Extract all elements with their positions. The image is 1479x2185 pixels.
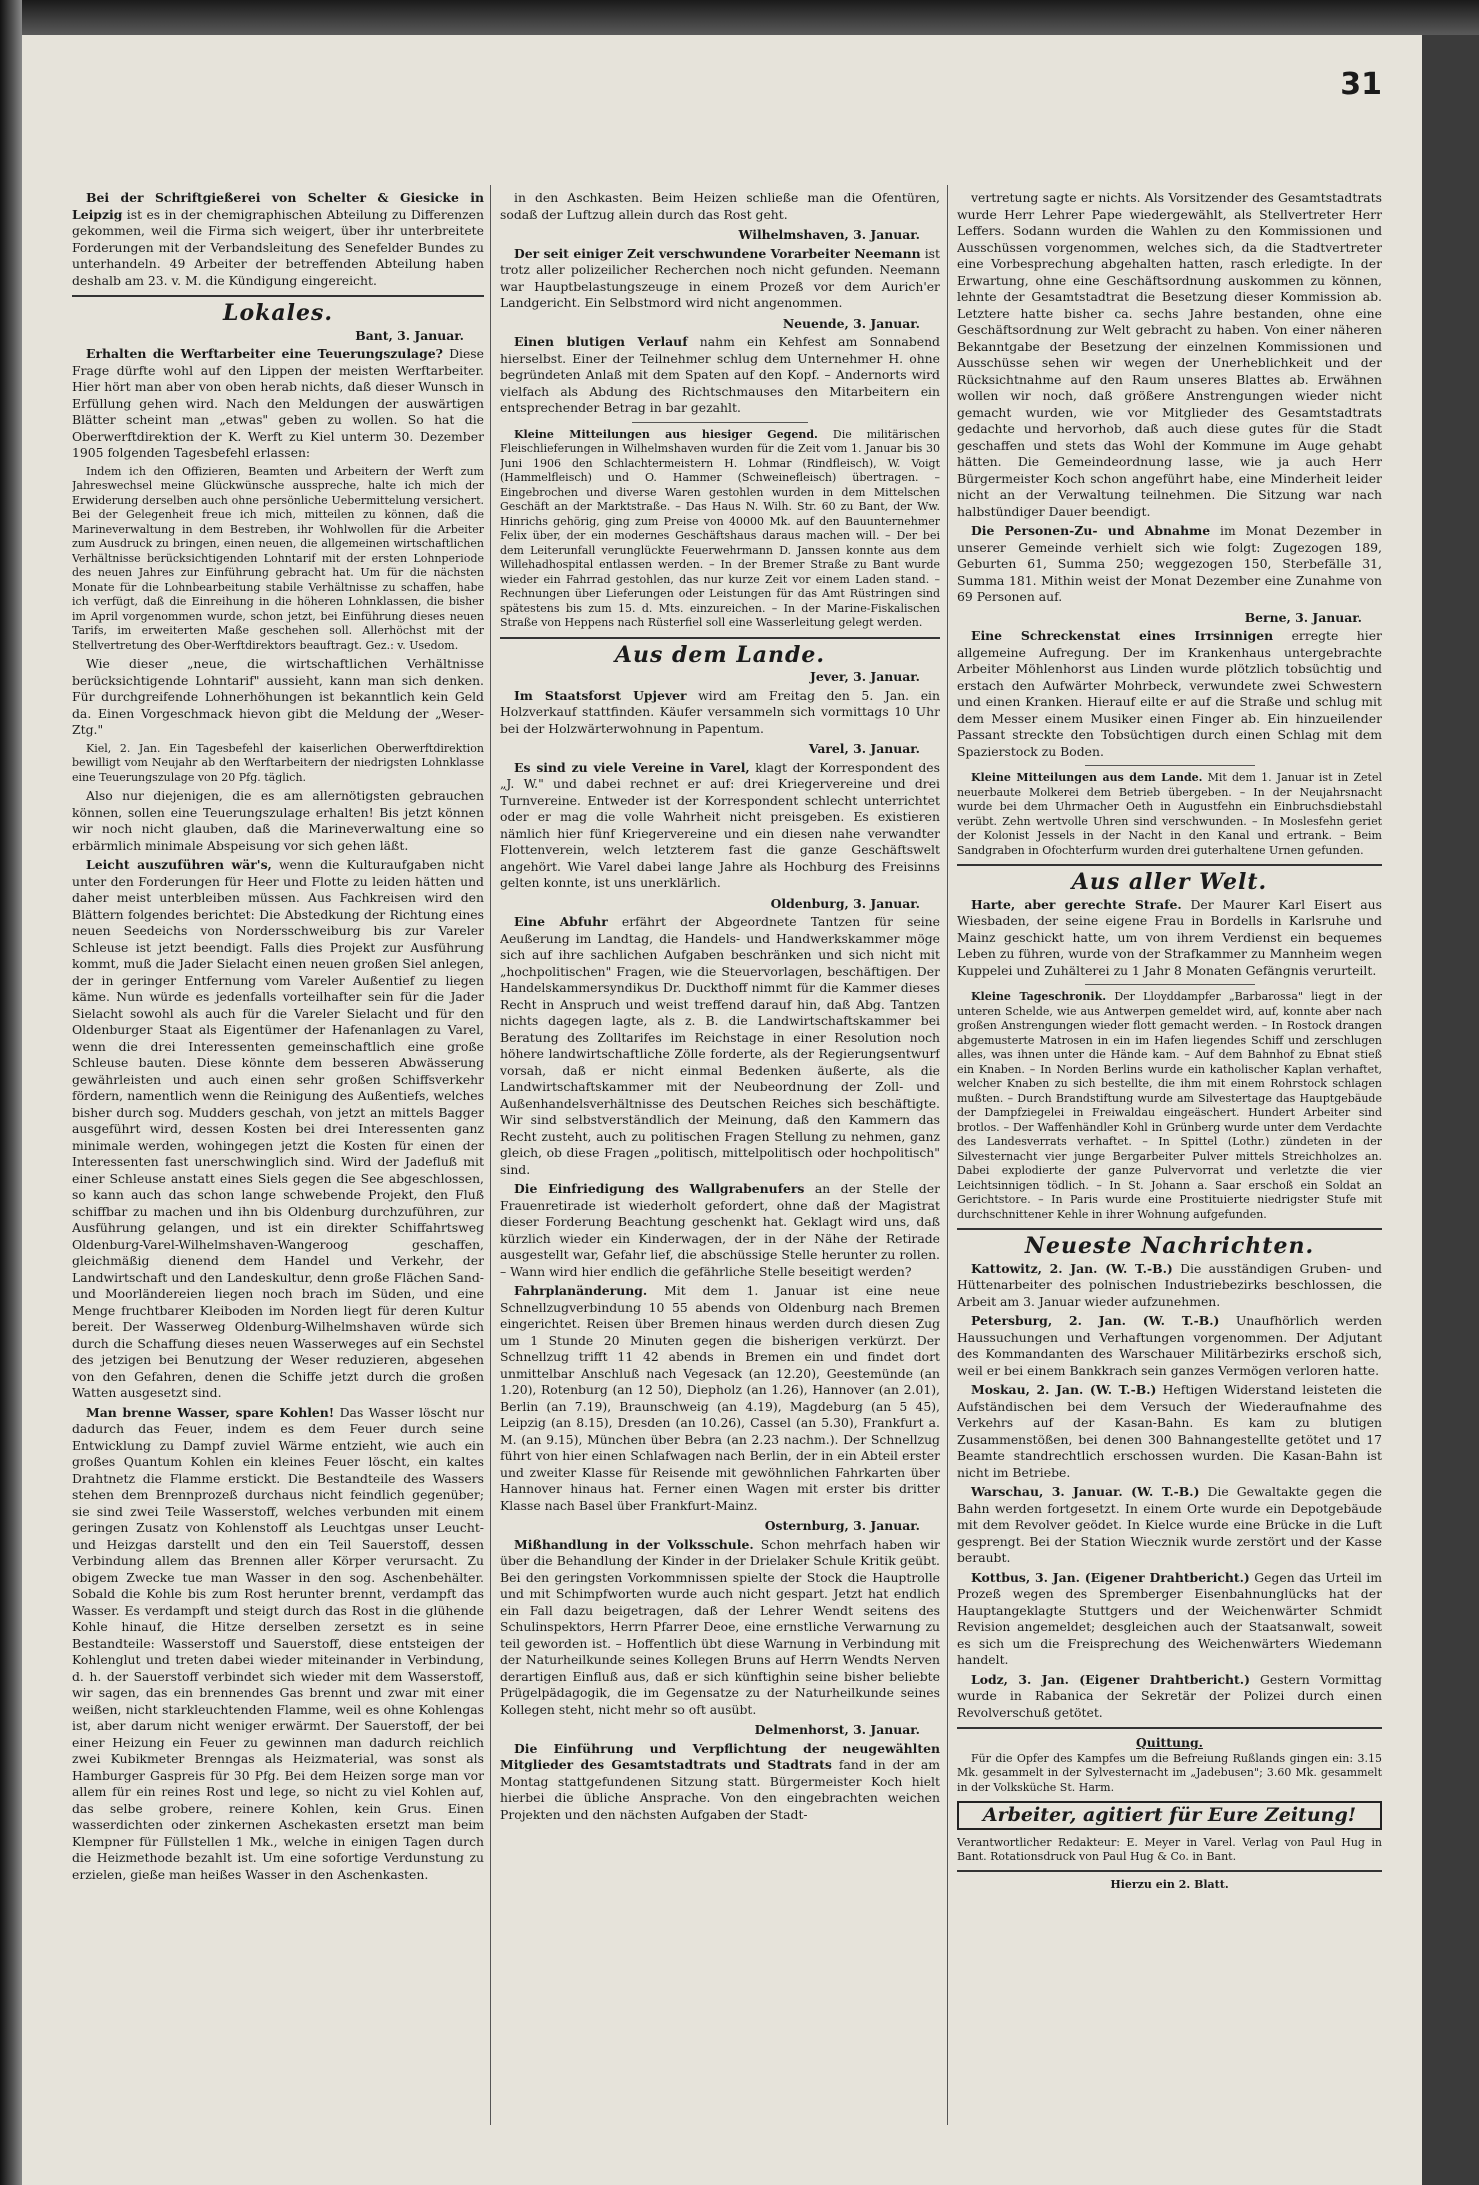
divider [632,422,808,423]
divider [957,1727,1382,1729]
divider [957,1870,1382,1872]
article-paragraph: Also nur diejenigen, die es am allernötigsten gebrauchen können, sollen eine Teuerungszulage erhalten! Bis jetzt können wir noch nicht glauben, daß die Marineverwaltung eine so erbärmlich minimale Abspeisung vor sich gehen läßt. [72,788,484,853]
divider [1085,765,1255,766]
dateline: Bant, 3. Januar. [355,327,464,343]
section-heading-neueste-nachrichten: Neueste Nachrichten. [1024,1233,1315,1259]
dateline: Neuende, 3. Januar. [782,315,920,331]
column-3 [957,190,1382,2125]
supplement-note: Hierzu ein 2. Blatt. [1110,1877,1229,1891]
article-kleine-mitteilungen: Kleine Mitteilungen aus hiesiger Gegend. Die militärischen Fleischlieferungen in Wilhelmshaven wurden für die Zeit vom 1. Januar bis 30 Juni 1906 den Schlachtermeistern H. Lohmar (Rindfleisch), W. Voigt (Hammelfleisch) und O. Hammer (Schweinefleisch) übertragen. – Eingebrochen und diverse Waren gestohlen wurden in dem Mittelschen Geschäft an der Marktstraße. – Das Haus N. Wilh. Str. 60 zu Bant, der Ww. Hinrichs gehörig, ging zum Preise von 40000 Mk. auf den Bauunternehmer Felix über, der ein modernes Geschäftshaus daraus machen will. – Der bei dem Leiterunfall verunglückte Feuerwehrmann D. Janssen konnte aus dem Willehadhospital entlassen werden. – In der Bremer Straße zu Bant wurde wieder ein Fahrrad gestohlen, das nur kurze Zeit vor einem Laden stand. – Rechnungen über Lieferungen oder Leistungen für das Amt Rüstringen sind spätestens bis zum 15. d. Mts. einzureichen. – In der Marine-Fiskalischen Straße von Heppens nach Rüsterfiel soll eine Wasserleitung gelegt werden. [500,427,940,629]
dateline: Varel, 3. Januar. [808,741,920,756]
section-heading-aus-dem-lande: Aus dem Lande. [614,641,826,668]
article-paragraph: Wie dieser „neue, die wirtschaftlichen Verhältnisse berücksichtigende Lohntarif" aussieht, kann man sich denken. Für durchgreifende Lohnerhöhungen ist bekanntlich kein Geld da. Einen Vorgeschmack hievon gibt die Meldung der „Weser-Ztg." [72,656,484,737]
divider [1085,984,1255,985]
quote-tagesbefehl: Indem ich den Offizieren, Beamten und Arbeitern der Werft zum Jahreswechsel meine Glückwünsche ausspreche, halte ich mich der Erwiderung derselben auch ohne persönliche Uebermittelung versichert. Bei der Gelegenheit freue ich mich, mitteilen zu können, daß die Marineverwaltung in dem Bestreben, ihr Wohlwollen für die Arbeiter zum Ausdruck zu bringen, einen neuen, die allgemeinen wirtschaftlichen Verhältnisse berücksichtigenden Lohntarif mit der ersten Lohnperiode des neuen Jahres zur Einführung gebracht hat. Um für die nächsten Monate für die Lohnbearbeitung stabile Verhältnisse zu schaffen, habe ich verfügt, daß die Einreihung in die höheren Lohnklassen, die bisher im April vorgenommen wurde, schon jetzt, bei Einführung dieses neuen Tarifs, im erweiterten Maße geschehen soll. Allerhöchst mit der Stellvertretung des Ober-Werftdirektors beauftragt. Gez.: v. Usedom. [72,464,484,652]
news-kattowitz: Kattowitz, 2. Jan. (W. T.-B.) Die ausständigen Gruben- und Hüttenarbeiter des polnischen Industriebezirks beschlossen, die Arbeit am 3. Januar wieder aufzunehmen. [957,1260,1382,1309]
article-fahrplan: Fahrplanänderung. Mit dem 1. Januar ist eine neue Schnellzugverbindung 10 55 abends von Oldenburg nach Bremen eingerichtet. Reisen über Bremen hinaus werden durch diesen Zug um 1 Stunde 20 Minuten gegen die bisherigen verkürzt. Der Schnellzug trifft 11 42 abends in Bremen ein und findet dort unmittelbar Anschluß nach Vegesack (an 12.20), Geestemünde (an 1.20), Rotenburg (an 12 50), Diepholz (an 1.26), Hannover (an 2.01), Berlin (an 7.19), Braunschweig (an 4.19), Magdeburg (an 5 45), Leipzig (an 8.15), Dresden (an 10.26), Cassel (an 5.30), Frankfurt a. M. (an 9.15), München über Bebra (an 2.23 nachm.). Der Schnellzug führt von hier einen Schlafwagen nach Berlin, der in ein Abteil erster und zweiter Klasse für Reisende mit gewöhnlichen Fahrkarten über Hannover hinaus hat. Ferner einen Wagen mit erster bis dritter Klasse nach Basel über Frankfurt-Mainz. [500,1283,940,1513]
dateline: Delmenhorst, 3. Januar. [754,1722,920,1737]
divider [957,864,1382,866]
news-lodz: Lodz, 3. Jan. (Eigener Drahtbericht.) Gestern Vormittag wurde in Rabanica der Sekretär der Polizei durch einen Revolverschuß getötet. [957,1671,1382,1720]
article-neemann: Der seit einiger Zeit verschwundene Vorarbeiter Neemann ist trotz aller polizeilicher Recherchen noch nicht gefunden. Neemann war Hauptbelastungszeuge in einem Prozeß vor dem Aurich'er Landgericht. Ein Selbstmord wird nicht angenommen. [500,245,940,310]
news-petersburg: Petersburg, 2. Jan. (W. T.-B.) Unaufhörlich werden Haussuchungen und Verhaftungen vorgenommen. Der Adjutant des Kommandanten des Warschauer Militärbezirks erschoß sich, weil er bei einem Bankkrach sein ganzes Vermögen verloren hatte. [957,1313,1382,1378]
divider [72,295,484,297]
article-blutiger-verlauf: Einen blutigen Verlauf nahm ein Kehfest am Sonnabend hierselbst. Einer der Teilnehmer schlug dem Unternehmer H. ohne begründeten Anlaß mit dem Spaten auf den Kopf. – Andernorts wird vielfach als Abdung des Richtschmauses den Mitarbeitern ein entsprechender Betrag in bar gezahlt. [500,334,940,415]
imprint: Verantwortlicher Redakteur: E. Meyer in Varel. Verlag von Paul Hug in Bant. Rotationsdruck von Paul Hug & Co. in Bant. [957,1835,1382,1863]
article-harte-strafe: Harte, aber gerechte Strafe. Der Maurer Karl Eisert aus Wiesbaden, der seine eigene Frau in Bordells in Karlsruhe und Mainz geschickt hatte, um von ihrem Verdienst ein bequemes Leben zu führen, wurde von der Strafkammer zu Mannheim wegen Kuppelei und Zuhälterei zu 1 Jahr 8 Monaten Gefängnis verurteilt. [957,896,1382,978]
news-warschau: Warschau, 3. Januar. (W. T.-B.) Die Gewaltakte gegen die Bahn werden fortgesetzt. In einem Orte wurde ein Depotgebäude mit dem Revolver geödet. In Kielce wurde eine Brücke in die Luft gesprengt. Bei der Station Wiecznik wurde zerstört und der Kasse beraubt. [957,1484,1382,1565]
page-number: 31 [1340,67,1382,102]
article-stadtrat: Die Einführung und Verpflichtung der neugewählten Mitglieder des Gesamtstadtrats und Stadtrats fand in der am Montag stattgefundenen Sitzung statt. Bürgermeister Koch hielt hierbei die übliche Ansprache. Von den eingebrachten weichen Projekten und den nächsten Aufgaben der Stadt- [500,1740,940,1822]
article-personen-zunahme: Die Personen-Zu- und Abnahme im Monat Dezember in unserer Gemeinde verhielt sich wie folgt: Zugezogen 189, Geburten 61, Summa 250; weggezogen 150, Sterbefälle 31, Summa 181. Mithin weist der Monat Dezember eine Zunahme von 69 Personen auf. [957,523,1382,604]
section-heading-aus-aller-welt: Aus aller Welt. [1071,869,1268,895]
news-moskau: Moskau, 2. Jan. (W. T.-B.) Heftigen Widerstand leisteten die Aufständischen bei dem Versuch der Wiederaufnahme des Verkehrs auf der Kasan-Bahn. Es kam zu blutigen Zusammenstößen, bei denen 300 Bahnangestellte getötet und 17 Beamte standrechtlich erschossen wurden. Die Kasan-Bahn ist nicht im Betriebe. [957,1382,1382,1480]
column-2 [500,190,940,2125]
article-kleine-mitteilungen-lande: Kleine Mitteilungen aus dem Lande. Mit dem 1. Januar ist in Zetel neuerbaute Molkerei dem Betrieb übergeben. – In der Neujahrsnacht wurde bei dem Uhrmacher Oeth in Augustfehn ein Einbruchsdiebstahl verübt. Zehn wertvolle Uhren sind verschwunden. – In Moslesfehn geriet der Kolonist Jessels in der Nacht in den Kanal und ertrank. – Beim Sandgraben in Ofochterfurm wurden drei guterhaltene Urnen gefunden. [957,771,1382,857]
divider [500,637,940,639]
scan-top-edge [22,0,1479,35]
section-heading-lokales: Lokales. [222,300,334,326]
article-irrsinniger: Eine Schreckenstat eines Irrsinnigen erregte hier allgemeine Aufregung. Der im Krankenhaus untergebrachte Arbeiter Möhlenhorst aus Linden wurde plötzlich tobsüchtig und erstach den Aufwärter Mohrbeck, verwundete zwei Schwestern und einen Kranken. Hierauf eilte er auf die Straße und schlug mit dem Messer einem Musiker einen Finger ab. Ein hinzueilender Passant streckte den Tobsüchtigen durch einen Schlag mit dem Spazierstock zu Boden. [957,628,1382,759]
news-kottbus: Kottbus, 3. Jan. (Eigener Drahtbericht.) Gegen das Urteil im Prozeß wegen des Spremberger Eisenbahnunglücks hat der Hauptangeklagte Stuttgers und der Weichenwärter Schmidt Revision angemeldet; desgleichen auch der Staatsanwalt, soweit es sich um die Freisprechung des Weichenwärters Wiedemann handelt. [957,1569,1382,1667]
column-rule [490,185,491,2125]
article-continuation: in den Aschkasten. Beim Heizen schließe man die Ofentüren, sodaß der Luftzug allein durch das Rost geht. [500,190,940,222]
quittung-title: Quittung. [1136,1735,1203,1750]
article-wasser-brennen: Man brenne Wasser, spare Kohlen! Das Wasser löscht nur dadurch das Feuer, indem es dem Feuer durch seine Entwicklung zu Dampf zuviel Wärme entzieht, wie auch ein großes Quantum Kohlen ein kleines Feuer löscht, ein kaltes Drahtnetz die Flamme erstickt. Die Bestandteile des Wassers stehen dem Brennprozeß durchaus nicht feindlich gegenüber; sie sind zwei Teile Wasserstoff, welches verbunden mit einem geringen Zusatz von Kohlenstoff als Leuchtgas unser Leucht- und Heizgas darstellt und den ein Teil Sauerstoff, dessen Verbindung allem das Brennen aller Körper verursacht. Zu obigem Zwecke tue man Wasser in den sog. Aschenbehälter. Sobald die Kohle bis zum Rost herunter brennt, verdampft das Wasser. Es verdampft und steigt durch das Rost in die glühende Kohle hinauf, die Hitze derselben zersetzt es in seine Bestandteile: Wasserstoff und Sauerstoff, diese entsteigen der Kohlenglut und treten dabei wieder miteinander in Verbindung, d. h. der Sauerstoff verbindet sich wieder mit dem Wasserstoff, wir sagen, das ein brennendes Gas brennt und zwar mit einer weißen, nicht starkleuchtenden Flamme, weil es ohne Kohlengas ist, aber darum nicht weniger erwärmt. Der Sauerstoff, der bei einer Heizung ein Feuer zu gewinnen man dadurch reichlich zwei Kubikmeter Brenngas als Heizmaterial, was sonst als Hamburger Gaspreis für 30 Pfg. Bei dem Heizen sorge man vor allem für ein reines Rost und lege, so nicht zu viel Kohlen auf, das selbe grobere, reinere Kohlen, kein Grus. Einen wasserdichten oder zinkernen Aschekasten ersetzt man beim Klempner für Füllstellen 1 Mk., welche in einigen Tagen durch die Heizmethode bezahlt ist. Um eine sofortige Verdunstung zu erzielen, gieße man heißes Wasser in den Aschenkasten. [72,1404,484,1882]
column-rule [947,185,948,2125]
dateline: Berne, 3. Januar. [1244,609,1362,625]
agitation-banner: Arbeiter, agitiert für Eure Zeitung! [957,1801,1382,1830]
article-abfuhr: Eine Abfuhr erfährt der Abgeordnete Tantzen für seine Aeußerung im Landtag, die Handels- und Handwerkskammer möge sich auf ihre sachlichen Aufgaben beschränken und sich nicht mit „hochpolitischen" Fragen, wie die Steuervorlagen, beschäftigen. Der Handelskammersyndikus Dr. Duckthoff nimmt für die Kammer dieses Recht in Anspruch und weist treffend darauf hin, daß Abg. Tantzen nichts dagegen lagte, als z. B. die Landwirtschaftskammer bei Beratung des Zolltarifes im Reichstage in einer Resolution noch höhere landwirtschaftliche Zölle forderte, als der Regierungsentwurf vorsah, daß er nicht einmal Bedenken äußerte, als die Landwirtschaftskammer mit der Neubeordnung der Zoll- und Außenhandelsverhältnisse des Deutschen Reiches sich beschäftigte. Wir sind selbstverständlich der Meinung, daß den Kammern das Recht zusteht, auch zu politischen Fragen Stellung zu nehmen, ganz gleich, ob diese Fragen „politisch, mittelpolitisch oder hochpolitisch" sind. [500,914,940,1177]
article-holzverkauf: Im Staatsforst Upjever wird am Freitag den 5. Jan. ein Holzverkauf stattfinden. Käufer versammeln sich vormittags 10 Uhr bei der Holzwärterwohnung in Papentum. [500,687,940,736]
quittung-text: Für die Opfer des Kampfes um die Befreiung Rußlands gingen ein: 3.15 Mk. gesammelt in der Sylvesternacht im „Jadebusen"; 3.60 Mk. gesammelt in der Volksküche St. Harm. [957,1751,1382,1794]
divider [957,1228,1382,1230]
dateline: Oldenburg, 3. Januar. [770,895,920,911]
article-vereine-varel: Es sind zu viele Vereine in Varel, klagt der Korrespondent des „J. W." und dabei rechnet er auf: drei Kriegervereine und drei Turnvereine. Entweder ist der Korrespondent schlecht unterrichtet oder er mag die volle Wahrheit nicht preisgeben. Es existieren nämlich hier fünf Kriegervereine und ein diesen nahe verwandter Flottenverein, welch letzterem fast die ganze Geschäftswelt angehört. Wie Varel dabei lange Jahre als Hochburg des Freisinns gelten konnte, ist uns unerklärlich. [500,759,940,890]
article-teuerungszulage: Erhalten die Werftarbeiter eine Teuerungszulage? Diese Frage dürfte wohl auf den Lippen der meisten Werftarbeiter. Hier hört man aber von oben herab nichts, daß dieser Wunsch in Erfüllung gehen wird. Nach den Meldungen der auswärtigen Blätter scheint man „etwas" geben zu wollen. So hat die Oberwerftdirektion der K. Werft zu Kiel unterm 30. Dezember 1905 folgenden Tagesbefehl erlassen: [72,346,484,460]
article-volksschule: Mißhandlung in der Volksschule. Schon mehrfach haben wir über die Behandlung der Kinder in der Drielaker Schule Kritik geübt. Bei den geringsten Vorkommnissen spielte der Stock die Hauptrolle und mit Schimpfworten wurde auch nicht gespart. Jetzt hat endlich ein Fall dazu beigetragen, daß der Lehrer Wendt seitens des Schulinspektors, Herrn Pfarrer Deoe, eine ernstliche Verwarnung zu teil geworden ist. – Hoffentlich übt diese Warnung in Verbindung mit der Naturheilkunde seines Kollegen Bruns auf Herrn Wendts Nerven derartigen Einfluß aus, daß er sich künftighin seine bisher beliebte Prügelpädagogik, die im Gegensatze zu der Naturheilkunde seines Kollegen steht, nicht mehr so oft ausübt. [500,1536,940,1717]
article-schriftgiesserei: Bei der Schriftgießerei von Schelter & Giesicke in Leipzig ist es in der chemigraphischen Abteilung zu Differenzen gekommen, weil die Firma sich weigert, über ihr unterbreitete Forderungen mit der Verbandsleitung des Senefelder Bundes zu unterhandeln. 49 Arbeiter der betreffenden Abteilung haben deshalb am 23. v. M. die Kündigung eingereicht. [72,190,484,288]
book-binding-edge [0,0,22,2185]
dateline: Jever, 3. Januar. [810,669,920,684]
column-1 [72,190,484,2125]
article-continuation: vertretung sagte er nichts. Als Vorsitzender des Gesamtstadtrats wurde Herr Lehrer Pape wiedergewählt, als Stellvertreter Herr Leffers. Sodann wurden die Wahlen zu den Kommissionen und Ausschüssen vorgenommen, welches sich, da die Stadtvertreter eine Vorbesprechung abgehalten hatten, rasch erledigte. In der Erwartung, ohne eine Geschäftsordnung auskommen zu können, lehnte der Gesamtstadtrat die Besetzung dieser Kommission ab. Letztere hatte bisher ca. sechs Jahre bestanden, ohne eine Geschäftsordnung zur Welt gebracht zu haben. Von einer näheren Bekanntgabe der Besetzung der einzelnen Kommissionen und Ausschüsse sehen wir wegen der Unerheblichkeit und der Rücksichtnahme auf den Raum unseres Blattes ab. Erwähnen wollen wir noch, daß größere Anstrengungen wieder nicht gemacht wurden, wie vor Mitglieder des Gesamtstadtrats gedachte und hervorhob, daß auch diese gutes für die Stadt geschaffen und stets das Wohl der Kommune im Auge gehabt hätten. Die Gemeindeordnung lasse, wie ja auch Herr Bürgermeister Koch schon angeführt habe, eine Minderheit leider nicht an der Verwaltung teilnehmen. Die Sitzung war nach halbstündiger Dauer beendigt. [957,190,1382,519]
article-wallgraben: Die Einfriedigung des Wallgrabenufers an der Stelle der Frauenretirade ist wiederholt gefordert, ohne daß der Magistrat dieser Forderung Beachtung geschenkt hat. Geklagt wird uns, daß kürzlich wieder ein Kinderwagen, der in der Nähe der Retirade ausgestellt war, Gefahr lief, die abschüssige Stelle herunter zu rollen. – Wann wird hier endlich die gefährliche Stelle beseitigt werden? [500,1181,940,1279]
newspaper-page [22,35,1422,2185]
article-seedeich: Leicht auszuführen wär's, wenn die Kulturaufgaben nicht unter den Forderungen für Heer und Flotte zu leiden hätten und daher meist unterbleiben müssen. Aus Fachkreisen wird den Blättern folgendes berichtet: Die Abstedkung der Richtung eines neuen Seedeichs von Nordersschweiburg bis zur Vareler Schleuse ist jetzt beendigt. Falls dies Projekt zur Ausführung kommt, muß die Jader Sielacht einen neuen großen Siel anlegen, der in geringer Entfernung vom Vareler Außentief zu liegen käme. Nun würde es jedenfalls vorteilhafter sein für die Jader Sielacht sowohl als auch für die Vareler Sielacht und für den Oldenburger Staat als Eigentümer der Hafenanlagen zu Varel, wenn die drei Interessenten gemeinschaftlich eine große Schleuse bauten. Diese könnte dem besseren Abwässerung gewährleisten und auch einen sehr großen Schiffsverkehr fördern, namentlich wenn die Reinigung des Außentiefs, welches bisher durch sog. Mudders geschah, von jetzt an mittels Bagger ausgeführt wird, dessen Kosten bei drei Interessenten ganz minimale werden, wohingegen jetzt die Kosten für einen der Interessenten fast unerschwinglich sind. Wird der Jadefluß mit einer Schleuse anstatt eines Siels gegen die See abgeschlossen, so kann auch das schon lange schwebende Projekt, den Fluß schiffbar zu machen und ihn bis Oldenburg durchzuführen, zur Ausführung gelangen, und ist ein direkter Schiffahrtsweg Oldenburg-Varel-Wilhelmshaven-Wangeroog geschaffen, gleichmäßig dienend dem Handel und Verkehr, der Landwirtschaft und den Landeskultur, denn große Flächen Sand- und Moorländereien liegen noch brach im Süden, und eine Menge fruchtbarer Kleiboden im Norden liegt für deren Kultur bereit. Der Wasserweg Oldenburg-Wilhelmshaven würde sich durch die Schaffung dieses neuen Wasserweges auf ein Sechstel des jetzigen bei Benutzung der Weser reduzieren, abgesehen von den Gefahren, denen die Schiffe jetzt durch die großen Watten ausgesetzt sind. [72,857,484,1400]
dateline: Wilhelmshaven, 3. Januar. [738,227,920,242]
dateline: Osternburg, 3. Januar. [764,1518,920,1533]
article-tageschronik: Kleine Tageschronik. Der Lloyddampfer „Barbarossa" liegt in der unteren Schelde, wie aus Antwerpen gemeldet wird, auf, konnte aber nach großen Anstrengungen wieder flott gemacht werden. – In Rostock drangen abgemusterte Matrosen in ein im Hafen liegendes Schiff und zerschlugen alles, was ihnen unter die Hände kam. – Auf dem Bahnhof zu Ebnat stieß ein Knaben. – In Norden Berlins wurde ein katholischer Kaplan verhaftet, welcher Knaben zu sich bestellte, die ihm mit einem Rohrstock schlagen mußten. – Durch Brandstiftung wurde am Silvestertage das Hauptgebäude der Dampfziegelei in Freiwaldau eingeäschert. Hundert Arbeiter sind brotlos. – Der Waffenhändler Kohl in Grünberg wurde unter dem Verdachte des Landesverrats verhaftet. – In Spittel (Lothr.) zündeten in der Silvesternacht vier junge Bergarbeiter Pulver mittels Streichholzes an. Dabei explodierte der ganze Pulvervorrat und verletzte die vier Leichtsinnigen tödlich. – In St. Johann a. Saar erschoß ein Soldat an Gerichtstore. – In Paris wurde eine Prostituierte niedrigster Stufe mit durchschnittener Kehle in ihrer Wohnung aufgefunden. [957,990,1382,1221]
quote-weser-ztg: Kiel, 2. Jan. Ein Tagesbefehl der kaiserlichen Oberwerftdirektion bewilligt vom Neujahr ab den Werftarbeitern der niedrigsten Lohnklasse eine Teuerungszulage von 20 Pfg. täglich. [72,741,484,784]
